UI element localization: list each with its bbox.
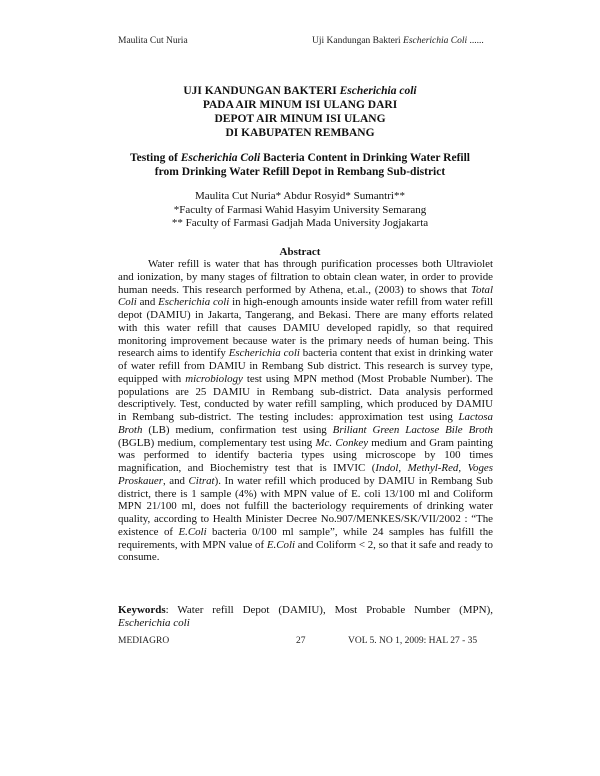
affiliation-1: *Faculty of Farmasi Wahid Hasyim University Semarang xyxy=(173,203,427,216)
title-english xyxy=(0,151,600,179)
title-id-line-4: DI KABUPATEN REMBANG xyxy=(225,127,375,139)
footer-page-number: 27 xyxy=(296,636,306,646)
running-header-italic: Escherichia Coli xyxy=(403,36,468,46)
running-header-prefix: Uji Kandungan Bakteri xyxy=(312,36,404,46)
keywords-label: Keywords xyxy=(118,604,166,616)
title-en-line-1: Testing of Escherichia Coli Bacteria Content in Drinking Water Refill xyxy=(129,152,471,164)
footer-journal: MEDIAGRO xyxy=(118,636,170,646)
abstract-body: Water refill is water that has through purification processes both Ultraviolet and ionization, by many stages of filtration to obtain clean water, in order to provide human needs. This research performed by Athena, et.al., (2003) to shows that Total Coli and Escherichia coli in high-enough amounts inside water refill from water refill depot (DAMIU) in Jakarta, Tangerang, and Bekasi. There are many efforts related with this water refill that causes DAMIU developed rapidly, so that required monitoring improvement because water is the primary needs of human being. This research aims to identify Escherichia coli bacteria content that exist in drinking water of water refill from DAMIU in Rembang Sub district. This research is survey type, equipped with microbiology test using MPN method (Most Probable Number). The populations are 25 DAMIU in Rembang sub-district. Data analysis performed descriptively. Test, conducted by water refill sampling, which produced by DAMIU in Rembang sub-district. The testing includes: approximation test using Lactosa Broth (LB) medium, confirmation test using Briliant Green Lactose Bile Broth (BGLB) medium, complementary test using Mc. Conkey medium and Gram painting was performed to identify bacteria types using microscope by 100 times magnification, and Biochemistry test that is IMVIC (Indol, Methyl-Red, Voges Proskauer, and Citrat). In water refill which produced by DAMIU in Rembang Sub district, there is 1 sample (4%) with MPN value of E. coli 13/100 ml and Coliform MPN 21/100 ml, does not fulfill the bacteriology requirements of drinking water quality, according to Health Minister Decree No.907/MENKES/SK/VII/2002 : “The existence of E.Coli bacteria 0/100 ml sample”, while 24 samples has fulfill the requirements, with MPN value of E.Coli and Coliform < 2, so that it safe and ready to consume. xyxy=(118,258,494,564)
running-header-author: Maulita Cut Nuria xyxy=(118,36,188,46)
title-id-line-2: PADA AIR MINUM ISI ULANG DARI xyxy=(202,99,398,111)
author-names: Maulita Cut Nuria* Abdur Rosyid* Sumantri** xyxy=(195,190,405,202)
running-header-title xyxy=(312,36,484,46)
running-header-suffix: ...... xyxy=(467,36,484,46)
title-en-line-2: from Drinking Water Refill Depot in Rembang Sub-district xyxy=(154,166,446,178)
title-id-line-3: DEPOT AIR MINUM ISI ULANG xyxy=(214,113,386,125)
keywords-text: : Water refill Depot (DAMIU), Most Probable Number (MPN), xyxy=(165,604,493,616)
affiliation-2: ** Faculty of Farmasi Gadjah Mada University Jogjakarta xyxy=(171,217,429,229)
title-id-line-1: UJI KANDUNGAN BAKTERI Escherichia coli xyxy=(183,85,417,97)
keywords-italic: Escherichia coli xyxy=(118,617,190,629)
keywords xyxy=(118,604,493,630)
footer-volume: VOL 5. NO 1, 2009: HAL 27 - 35 xyxy=(348,636,478,646)
title-indonesian xyxy=(0,84,600,140)
author-block xyxy=(0,190,600,231)
abstract-heading: Abstract xyxy=(279,246,321,258)
